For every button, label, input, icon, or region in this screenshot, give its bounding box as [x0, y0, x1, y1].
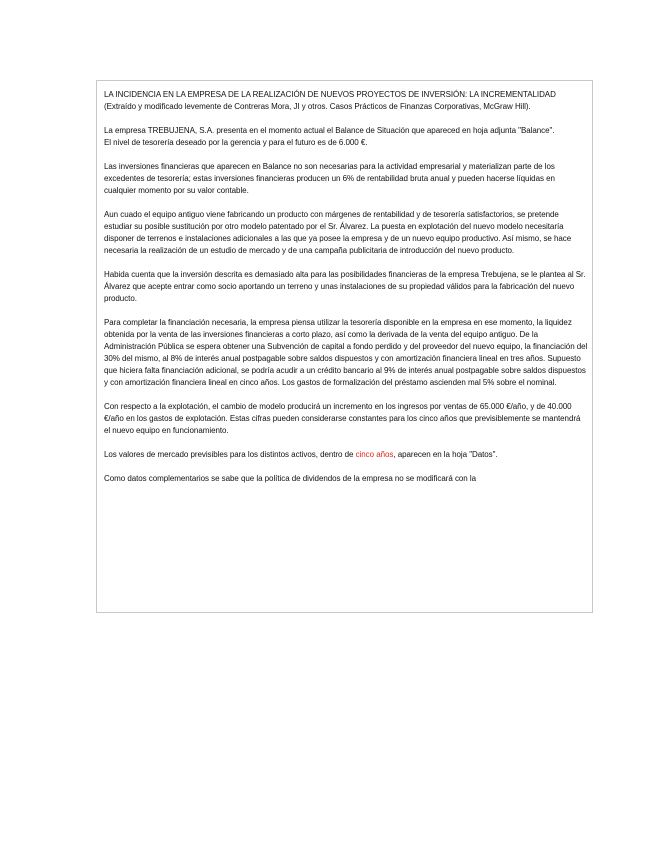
highlighted-term: cinco años — [355, 450, 394, 459]
paragraph-explotacion: Con respecto a la explotación, el cambio de modelo producirá un incremento en los ingresos por ventas de 65.000 €/año, y de 40.000 €/año en los gastos de explotación. Estas cifras pueden considerarse constantes para los cinco años que previsiblemente se mantendrá el nuevo equipo en funcionamiento. — [104, 402, 581, 435]
paragraph-valores-start: Los valores de mercado previsibles para los distintos activos, dentro de — [104, 450, 356, 459]
document-header — [104, 89, 588, 113]
paragraph-financiacion: Para completar la financiación necesaria, la empresa piensa utilizar la tesorería disponible en la empresa en ese momento, la liquidez obtenida por la venta de las inversiones financieras a corto plazo, así como la derivada de la venta del equipo antiguo. De la Administración Pública se espera obtener una Subvención de capital a fondo perdido y del proveedor del nuevo equipo, la financiación del 30% del mismo, al 8% de interés anual postpagable sobre saldos dispuestos y con amortización financiera lineal en tres años. Supuesto que hiciera falta financiación adicional, se podría acudir a un crédito bancario al 9% de interés anual postpagable sobre saldos dispuestos y con amortización financiera lineal en cinco años. Los gastos de formalización del préstamo ascienden mal 5% sobre el nominal. — [104, 318, 588, 387]
paragraph-dividendos: Como datos complementarios se sabe que la política de dividendos de la empresa no se modificará con la — [104, 474, 477, 483]
paragraph-inversiones: Las inversiones financieras que aparecen en Balance no son necesarias para la actividad empresarial y materializan parte de los excedentes de tesorería; estas inversiones financieras producen un 6% de rentabilidad bruta anual y pueden hacerse líquidas en cualquier momento por su valor contable. — [104, 162, 555, 195]
document-title: LA INCIDENCIA EN LA EMPRESA DE LA REALIZACIÓN DE NUEVOS PROYECTOS DE INVERSIÓN: LA INCREMENTALIDAD — [104, 90, 556, 99]
paragraph-balance — [104, 125, 588, 149]
source-note: (Extraído y modificado levemente de Contreras Mora, JI y otros. Casos Prácticos de Finanzas Corporativas, McGraw Hill). — [104, 102, 531, 111]
paragraph-socio: Habida cuenta que la inversión descrita es demasiado alta para las posibilidades financieras de la empresa Trebujena, se le plantea al Sr. Álvarez que acepte entrar como socio aportando un terreno y unas instalaciones de su propiedad válidos para la fabricación del nuevo producto. — [104, 270, 586, 303]
document-body — [104, 89, 588, 497]
paragraph-balance-line2: El nivel de tesorería deseado por la gerencia y para el futuro es de 6.000 €. — [104, 138, 368, 147]
document-frame — [96, 80, 593, 613]
paragraph-valores-end: , aparecen en la hoja "Datos". — [393, 450, 498, 459]
paragraph-valores — [104, 449, 588, 461]
paragraph-equipo: Aun cuado el equipo antiguo viene fabricando un producto con márgenes de rentabilidad y de tesorería satisfactorios, se pretende estudiar su posible sustitución por otro modelo patentado por el Sr. Álvarez. La puesta en explotación del nuevo modelo necesitaría disponer de terrenos e instalaciones adicionales a las que ya posee la empresa y de un nuevo equipo productivo. Así mismo, se hace necesaria la realización de un estudio de mercado y de una campaña publicitaria de introducción del nuevo producto. — [104, 210, 572, 255]
paragraph-balance-line1: La empresa TREBUJENA, S.A. presenta en el momento actual el Balance de Situación que apareced en hoja adjunta "Balance". — [104, 126, 555, 135]
